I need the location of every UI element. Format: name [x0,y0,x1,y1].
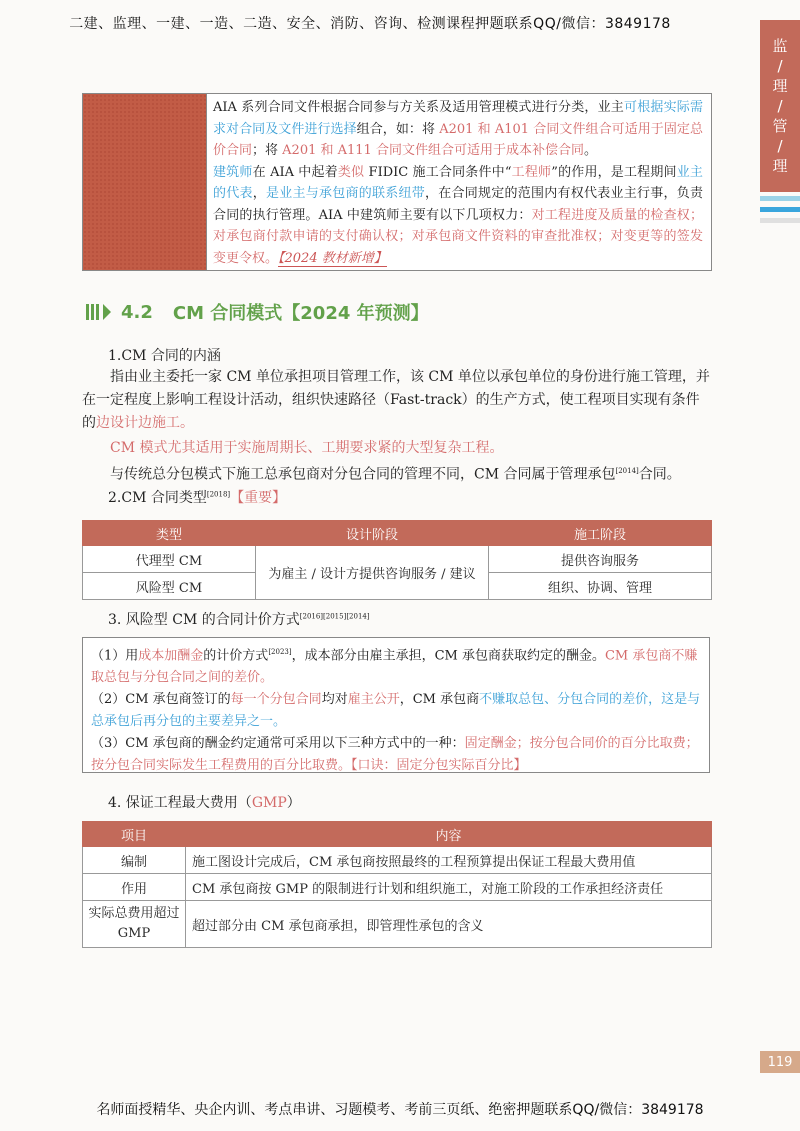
important-tag: 【重要】 [230,490,287,506]
risk-pricing-heading [108,609,370,629]
side-stripes [760,196,800,229]
page-number: 119 [760,1051,800,1073]
text: ， [252,186,266,201]
cm-intro-para2 [82,437,712,460]
side-tab [760,20,800,192]
construction-cell: 组织、协调、管理 [489,573,712,600]
type-cell: 风险型 CM [83,573,256,600]
side-tab-char: / [777,137,783,155]
cm-intro-para1 [82,366,712,435]
stripe [760,207,800,212]
year-ref: [2023] [268,648,292,656]
highlight: 可根据实际需求对合同及文件进行选择 [213,100,703,137]
text: 组合，如：将 [356,121,440,137]
highlight: CM 承包商不赚取总包与分包合同之间的差价。 [91,648,698,686]
highlight: 业主的代表 [213,164,703,201]
table-row [83,901,712,948]
text: AIA 系列合同文件根据合同参与方关系及适用管理模式进行分类，业主 [213,100,624,115]
section-title: CM 合同模式【2024 年预测】 [172,303,429,324]
table-row [83,847,712,874]
text: ；将 [252,143,283,158]
gmp-heading [108,792,301,812]
highlight: 雇主公开 [347,692,400,708]
aia-text [207,94,711,270]
year-ref: [2014] [615,467,639,475]
side-tab-char: / [777,97,783,115]
text: 4. 保证工程最大费用（ [108,795,252,811]
highlight: 类似 [337,164,365,180]
highlight: 是业主与承包商的联系纽带 [266,186,425,201]
table-row [83,546,712,573]
text: 合同。 [638,466,681,483]
new-tag: 【2024 教材新增】 [278,250,387,266]
highlight: GMP [251,795,287,811]
highlight: 建筑师 [213,164,253,180]
aia-box [82,93,712,271]
text: （1）用 [91,648,139,664]
highlight: 对工程进度及质量的检查权；对承包商付款申请的支付确认权；对承包商文件资料的审查批准权；对变更等的签发变更令权。 [213,207,703,266]
text: 均对 [321,692,348,708]
highlight: 不赚取总包、分包合同的差价，这是与总承包后再分包的主要差异之一。 [91,692,701,730]
item-cell: 编制 [83,847,186,874]
risk-pricing-box [82,637,710,773]
text: 3. 风险型 CM 的合同计价方式 [108,612,300,628]
side-tab-char: 理 [772,157,788,175]
section-number: 4.2 [121,301,153,323]
cm-intro-heading: 1.CM 合同的内涵 [108,348,221,364]
side-tab-char: / [777,57,783,75]
column-header: 施工阶段 [489,521,712,546]
cm-types-table [82,520,712,600]
content-cell: CM 承包商按 GMP 的限制进行计划和组织施工，对施工阶段的工作承担经济责任 [186,874,712,901]
text: 指由业主委托一家 CM 单位承担项目管理工作，该 CM 单位以承包单位的身份进行施工管理，并在一定程度上影响工程设计活动，组织快速路径（Fast-track）的生产方式，使工程项目实现有条件的 [82,369,710,431]
text: （2）CM 承包商签订的 [91,692,231,708]
highlight: CM 模式尤其适用于实施周期长、工期要求紧的大型复杂工程。 [110,440,504,456]
item-cell: 作用 [83,874,186,901]
stripe [760,218,800,223]
text: （3）CM 承包商的酬金约定通常可采用以下三种方式中的一种： [91,736,465,752]
content-cell: 施工图设计完成后，CM 承包商按照最终的工程预算提出保证工程最大费用值 [186,847,712,874]
column-header: 项目 [83,822,186,847]
cm-types-heading [108,487,286,507]
text: ） [286,795,301,811]
text: ，CM 承包商 [399,692,480,708]
content-cell: 超过部分由 CM 承包商承担，即管理性承包的含义 [186,901,712,948]
side-tab-char: 管 [772,117,788,135]
side-tab-char: 理 [772,77,788,95]
highlight: A201 和 A101 合同文件组合可适用于固定总价合同 [213,121,703,158]
highlight: 每一个分包合同 [230,692,322,708]
highlight: 固定酬金；按分包合同价的百分比取费；按分包合同实际发生工程费用的百分比取费。 [91,736,699,774]
table-header-row [83,822,712,847]
type-cell: 代理型 CM [83,546,256,573]
gmp-table [82,821,712,948]
column-header: 内容 [186,822,712,847]
cm-intro-para3 [82,460,712,487]
text: ”的作用，是工程期间 [551,164,677,180]
text: FIDIC 施工合同条件中“ [364,164,512,180]
mnemonic-tag: 【口诀：固定分包实际百分比】 [351,758,527,774]
design-cell: 为雇主 / 设计方提供咨询服务 / 建议 [256,546,489,600]
text: 与传统总分包模式下施工总承包商对分包合同的管理不同，CM 合同属于管理承包 [110,466,616,483]
year-ref: [2018] [206,490,231,499]
page-footer: 名师面授精华、央企内训、考点串讲、习题模考、考前三页纸、绝密押题联系QQ/微信：3849178 [96,1102,704,1118]
page-header: 二建、监理、一建、一造、二造、安全、消防、咨询、检测课程押题联系QQ/微信：3849178 [69,16,671,32]
highlight: 成本加酬金 [138,648,204,664]
table-row [83,874,712,901]
text: ，成本部分由雇主承担，CM 承包商获取约定的酬金。 [291,648,605,664]
construction-cell: 提供咨询服务 [489,546,712,573]
decorative-image [83,94,207,270]
text: 的计价方式 [203,648,269,664]
section-heading [86,297,429,327]
column-header: 类型 [83,521,256,546]
item-cell: 实际总费用超过 GMP [83,901,186,948]
side-tab-char: 监 [772,37,788,55]
highlight: A201 和 A111 合同文件组合可适用于成本补偿合同 [282,143,584,158]
table-header-row [83,521,712,546]
text: 。 [583,143,597,158]
highlight: 工程师 [511,164,552,180]
stripe [760,196,800,201]
text: ，在合同规定的范围内有权代表业主行事，负责合同的执行管理。AIA 中建筑师主要有以下几项权力： [213,186,703,223]
section-bars-icon [86,304,111,320]
highlight: 边设计边施工。 [96,415,194,431]
text: 在 AIA 中起着 [252,164,338,180]
text: 2.CM 合同类型 [108,490,207,506]
year-ref: [2016][2015][2014] [299,612,370,621]
column-header: 设计阶段 [256,521,489,546]
